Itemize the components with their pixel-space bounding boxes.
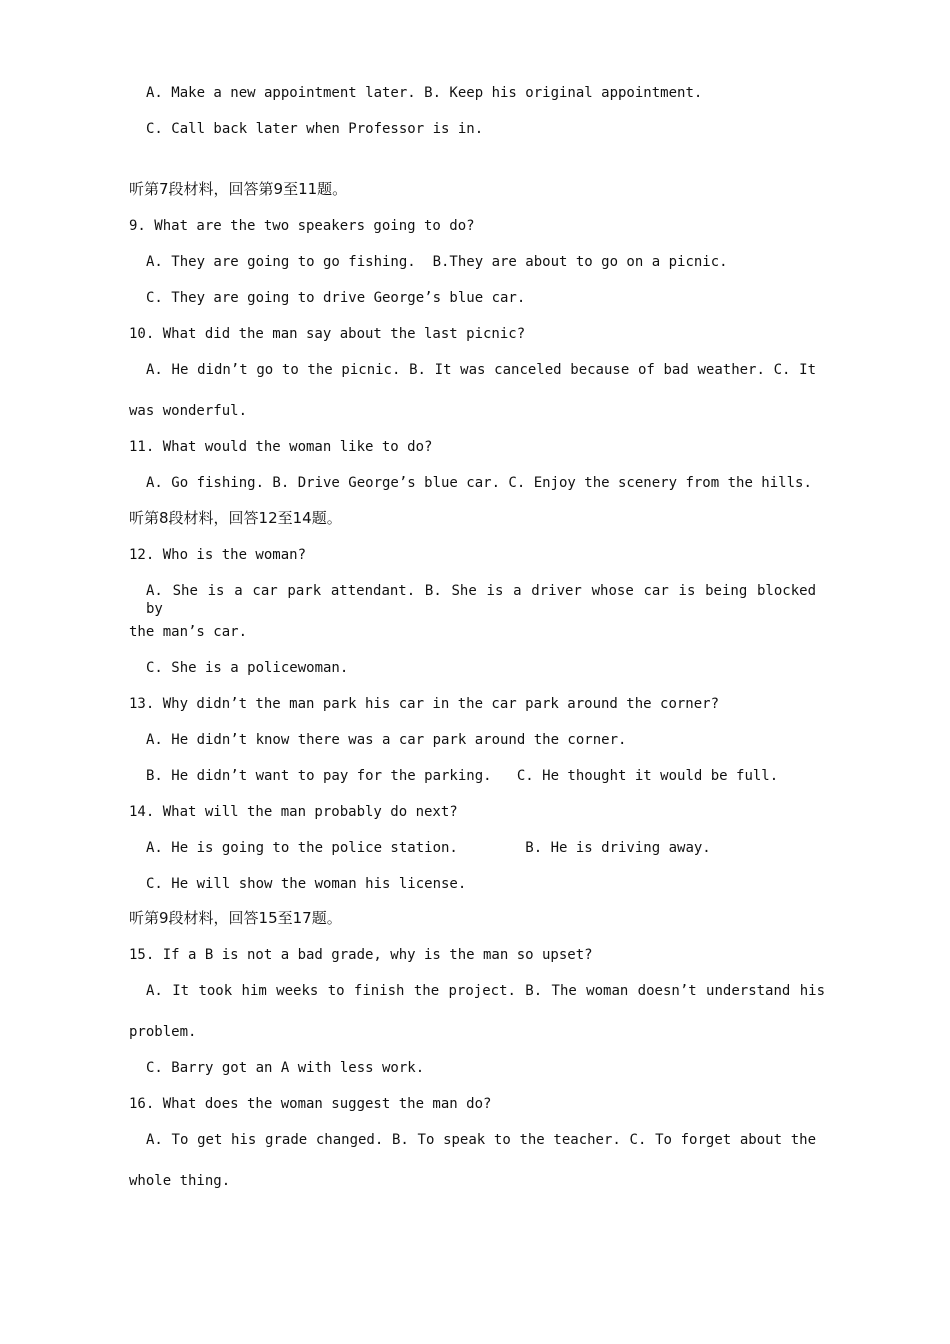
option-continuation: whole thing.	[129, 1173, 231, 1189]
question-line: 9. What are the two speakers going to do?	[129, 218, 475, 234]
section-heading: 听第7段材料，回答第9至11题。	[129, 180, 348, 198]
section-heading: 听第8段材料，回答12至14题。	[129, 509, 342, 527]
option-line: A. She is a car park attendant. B. She is a driver whose car is being blocked by	[146, 583, 816, 617]
option-line: C. They are going to drive George’s blue car.	[146, 290, 526, 306]
option-line: A. Go fishing. B. Drive George’s blue car. C. Enjoy the scenery from the hills.	[146, 475, 812, 491]
option-continuation: problem.	[129, 1024, 197, 1040]
option-line: A. To get his grade changed. B. To speak to the teacher. C. To forget about the	[146, 1132, 816, 1148]
option-continuation: the man’s car.	[129, 624, 248, 640]
option-line: C. Call back later when Professor is in.	[146, 121, 484, 137]
option-line: C. Barry got an A with less work.	[146, 1060, 425, 1076]
question-line: 11. What would the woman like to do?	[129, 439, 433, 455]
option-line: A. It took him weeks to finish the project. B. The woman doesn’t understand his	[146, 983, 825, 999]
question-line: 14. What will the man probably do next?	[129, 804, 458, 820]
section-heading: 听第9段材料，回答15至17题。	[129, 909, 342, 927]
option-continuation: was wonderful.	[129, 403, 248, 419]
question-line: 12. Who is the woman?	[129, 547, 307, 563]
question-line: 16. What does the woman suggest the man do?	[129, 1096, 492, 1112]
option-line: A. He didn’t go to the picnic. B. It was canceled because of bad weather. C. It	[146, 362, 816, 378]
option-line: A. He is going to the police station. B. He is driving away.	[146, 840, 711, 856]
option-line: A. They are going to go fishing. B.They are about to go on a picnic.	[146, 254, 728, 270]
option-line: A. Make a new appointment later. B. Keep his original appointment.	[146, 85, 703, 101]
question-line: 15. If a B is not a bad grade, why is the man so upset?	[129, 947, 593, 963]
option-line: A. He didn’t know there was a car park around the corner.	[146, 732, 627, 748]
option-line: C. He will show the woman his license.	[146, 876, 467, 892]
option-line: B. He didn’t want to pay for the parking. C. He thought it would be full.	[146, 768, 779, 784]
question-line: 13. Why didn’t the man park his car in the car park around the corner?	[129, 696, 720, 712]
option-line: C. She is a policewoman.	[146, 660, 349, 676]
question-line: 10. What did the man say about the last picnic?	[129, 326, 526, 342]
